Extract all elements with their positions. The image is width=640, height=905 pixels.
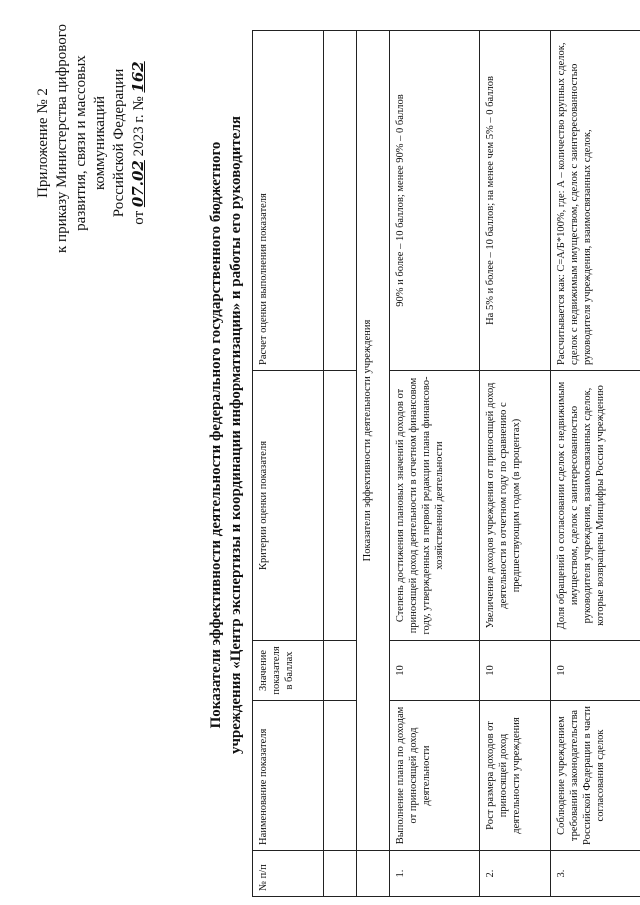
header-criteria: Критерии оценки показателя: [253, 371, 324, 641]
row-value: 10: [389, 641, 479, 701]
table-row: [551, 31, 640, 897]
header-num: № п/п: [253, 851, 324, 897]
appendix-line-5: Российской Федерации: [111, 68, 127, 218]
header-calc: Расчет оценки выполнения показателя: [253, 31, 324, 371]
table-section-row: [357, 31, 390, 897]
document-title: [206, 5, 246, 865]
indicators-table: [252, 30, 640, 897]
row-name: Соблюдение учреждением требований законодательства Российской Федерации в части согласования сделок: [551, 701, 640, 851]
date-mid: 2023 г. №: [131, 96, 147, 157]
row-value: 10: [551, 641, 640, 701]
row-criteria: Увеличение доходов учреждения от приносящей доход деятельности в отчетном году по сравнению с предшествующим годом (в процентах): [480, 371, 551, 641]
row-calc: На 5% и более – 10 баллов; на менее чем 5% – 0 баллов: [480, 31, 551, 371]
row-value: 10: [480, 641, 551, 701]
table-row: [389, 31, 479, 897]
title-line-2: учреждения «Центр экспертизы и координации информатизации» и работы его руководителя: [228, 115, 244, 755]
handwritten-date: 07.02: [129, 160, 147, 208]
row-calc: Рассчитывается как: C=А/Б*100%, где: А – количество крупных сделок, сделок с недвижимым имуществом, сделок с заинтересованностью руководителя учреждения, взаимосвязанных сделок,: [551, 31, 640, 371]
handwritten-number: 162: [129, 61, 147, 93]
header-value: Значение показателя в баллах: [253, 641, 324, 701]
appendix-line-4: коммуникаций: [92, 95, 108, 191]
appendix-date-line: [129, 33, 149, 253]
header-name: Наименование показателя: [253, 701, 324, 851]
row-criteria: Доля обращений о согласовании сделок с недвижимым имуществом, сделок с заинтересованностью руководителя учреждения, взаимосвязанных сделок, которые возвращены Минцифры России учреждению: [551, 371, 640, 641]
row-num: 2.: [480, 851, 551, 897]
date-prefix: от: [131, 210, 147, 225]
row-name: Рост размера доходов от приносящей доход деятельности учреждения: [480, 701, 551, 851]
table-row: [480, 31, 551, 897]
row-criteria: Степень достижения плановых значений доходов от приносящей доход деятельности в отчетном финансовом году, утвержденных в первой редакции плана финансово-хозяйственной деятельности: [389, 371, 479, 641]
title-line-1: Показатели эффективности деятельности федерального государственного бюджетного: [208, 141, 224, 729]
appendix-block: [34, 24, 149, 253]
row-num: 3.: [551, 851, 640, 897]
section-title: Показатели эффективности деятельности учреждения: [357, 31, 390, 851]
row-num: 1.: [389, 851, 479, 897]
appendix-line-3: развития, связи и массовых: [73, 55, 89, 231]
table-header-row: [253, 31, 324, 897]
appendix-line-1: Приложение № 2: [35, 88, 51, 198]
appendix-line-2: к приказу Министерства цифрового: [54, 24, 70, 253]
table-row-blank: [324, 31, 357, 897]
row-calc: 90% и более – 10 баллов; менее 90% – 0 баллов: [389, 31, 479, 371]
row-name: Выполнение плана по доходам от приносящей доход деятельности: [389, 701, 479, 851]
